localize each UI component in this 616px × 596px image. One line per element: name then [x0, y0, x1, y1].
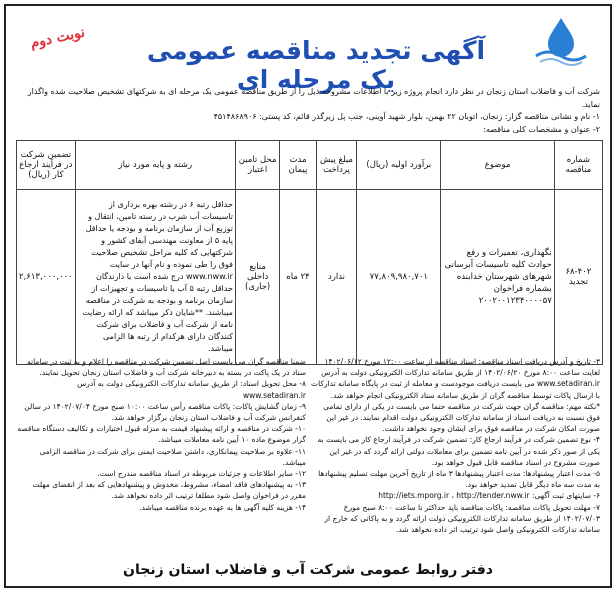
notice-page [4, 4, 612, 588]
note-item: ۵- مدت اعتبار پیشنهادها: مدت اعتبار پیشنهادها ۳ ماه از تاریخ آخرین مهلت تسلیم پیشنهادها به مدت سه ماه دیگر قابل تمدید خواهد بود. [318, 469, 600, 490]
tender-subject: نگهداری، تعمیرات و رفع حوادث کلیه تاسیسات آبرسانی شهرهای شهرستان خدابنده بشماره فراخوان ۲۰۰۲۰۰۱۲۳۴۰۰۰۰۵۷ [441, 190, 554, 365]
note-item: *نکته مهم: مناقصه گران جهت شرکت در مناقصه حتما می بایست در یکی از دارای تمامی فوق نسبت به دریافت اسناد از سامانه تدارکات الکترونیکی دولت اقدام نمایند. در غیر این صورت امکان شرکت در مناقصه فوق برای ایشان وجود نخواهد داشت. [323, 401, 600, 434]
notes-left-column [16, 356, 306, 513]
col-header: برآورد اولیه (ریال) [357, 141, 441, 190]
note-item: ضمنا مناقصه گران می بایست اصل تضمین شرکت در مناقصه را اعلام و به ثبت در سامانه ستاد در یک پاکت در بسته به دبیرخانه شرکت آب و فاضلاب استان زنجان تحویل نمایند. [27, 357, 306, 378]
tender-estimate: ۷۷,۸۰۹,۹۸۰,۷۰۱ [357, 190, 441, 365]
notes-right-column [310, 356, 600, 535]
col-header: موضوع [441, 141, 554, 190]
note-item: ۱۲- سایر اطلاعات و جزئیات مربوطه در اسناد مناقصه مندرج است. [97, 469, 306, 479]
note-item: ۱۱- علاوه بر صلاحیت پیمانکاری، داشتن صلاحیت ایمنی برای شرکت در مناقصه الزامی میباشد. [39, 446, 306, 467]
tender-duration: ۲۴ ماه [280, 190, 316, 365]
tender-guarantee: ۲,۶۱۳,۰۰۰,۰۰۰ [17, 190, 76, 365]
tender-number: ۶۸-۴۰۲ تجدید [554, 190, 602, 365]
table-header-row [17, 141, 603, 190]
note-item: ۱۳- به پیشنهادهای فاقد امضاء، مشروط، مخدوش و پیشنهادهایی که بعد از انقضای مهلت مقرر در فراخوان واصل شود مطلقا ترتیب اثر داده نخواهد شد. [32, 480, 306, 501]
col-header: رشته و پایه مورد نیاز [75, 141, 235, 190]
footer-signature: دفتر روابط عمومی شرکت آب و فاضلاب استان زنجان [123, 562, 493, 578]
col-header: مدت پیمان [280, 141, 316, 190]
col-header: محل تامین اعتبار [235, 141, 279, 190]
note-item: ۴- نوع تضمین شرکت در فرآیند ارجاع کار: تضمین شرکت در فرآیند ارجاع کار می بایست به یکی از صور ذکر شده در آیین نامه تضمین برای معاملات دولتی ارائه گردد که در غیر این صورت مشروح در اسناد مناقصه قابل قبول خواهد بود. [317, 435, 600, 467]
col-header: مبلغ پیش پرداخت [316, 141, 357, 190]
page-title: آگهی تجدید مناقصه عمومی یک مرحله ای [146, 36, 486, 94]
tender-funding: منابع داخلی (جاری) [235, 190, 279, 365]
col-header: تضمین شرکت در فرآیند ارجاع کار (ریال) [17, 141, 76, 190]
intro-line: ۱- نام و نشانی مناقصه گزار: زنجان، اتوبان ۲۲ بهمن، بلوار شهید آوینی، جنب پل زیرگذر قائم، کد پستی: ۴۵۱۴۸۶۸۹۰۶ [213, 112, 600, 121]
tender-qualification: حداقل رتبه ۶ در رشته بهره برداری از تاسیسات آب شرب در رسته تامین، انتقال و توزیع آب از سازمان برنامه و بودجه یا حداقل پایه ۵ از معاونت مهندسی آبفای کشور و شرکتهایی که کلیه مراحل تشخیص صلاحیت فوق را طی نموده و نام آنها در سایت www.nww.ir درج شده است یا دارندگان حداقل رتبه ۵ آب یا تاسیسات و تجهیزات از سازمان برنامه و بودجه به شرکت در مناقصه میباشند. **شایان ذکر میباشد که ارائه رضایت نامه از شرکت آب و فاضلاب برای شرکت کنندگان دارای هرکدام از رتبه ها الزامی میباشد. [75, 190, 235, 365]
intro-text [15, 86, 600, 136]
round-label: نوبت دوم [28, 24, 87, 52]
note-item: ۸- محل تحویل اسناد: از طریق سامانه تدارکات الکترونیکی دولت به آدرس www.setadiran.ir [77, 379, 306, 400]
note-item: ۳- تاریخ و آدرس دریافت اسناد مناقصه: اسناد مناقصه از ساعت ۱۲:۰۰ مورخ ۱۴۰۲/۰۶/۱۲ لغایت ساعت ۸:۰۰ مورخ ۱۴۰۲/۰۶/۲۰ از طریق سامانه تدارکات الکترونیکی دولت به آدرس www.setadiran.ir می بایست دریافت موجودست و معامله از ثبت در پایگاه سامانه تدارکات با ارسال پاکات توسط مناقصه گران از طریق سامانه ستاد الکترونیکی انجام خواهد شد. [311, 357, 600, 400]
note-item: ۶- سایتهای ثبت آگهی: http://iets.mporg.ir ، http://tender.nww.ir [378, 491, 600, 501]
tender-table [16, 140, 603, 365]
col-header: شماره مناقصه [554, 141, 602, 190]
note-item: ۱۰- شرکت در مناقصه و ارائه پیشنهاد قیمت به منزله قبول اختیارات و تکالیف دستگاه مناقصه گزار موضوع ماده ۱۰ آیین نامه معاملات میباشد. [17, 424, 306, 445]
intro-line: شرکت آب و فاضلاب استان زنجان در نظر دارد انجام پروژه زیر با اطلاعات مشروحه ذیل را از طریق مناقصه عمومی یک مرحله ای به شرکتهای تشخیص صلاحیت شده واگذار نماید. [27, 87, 600, 109]
water-company-logo-icon [526, 14, 596, 66]
tender-prepayment: ندارد [316, 190, 357, 365]
table-row [17, 190, 603, 365]
note-item: ۷- مهلت تحویل پاکات مناقصه: پاکات مناقصه باید حداکثر تا ساعت ۸:۰۰ صبح مورخ ۱۴۰۲/۰۷/۰۳ از طریق سامانه تدارکات الکترونیکی دولت ارائه گردد و به پاکاتی که خارج از سامانه تدارکات الکترونیکی واصل شود ترتیب اثر داده نخواهد شد. [324, 502, 600, 535]
note-item: ۱۴- هزینه کلیه آگهی ها به عهده برنده مناقصه میباشد. [139, 502, 306, 512]
intro-line: ۲- عنوان و مشخصات کلی مناقصه: [483, 124, 600, 134]
note-item: ۹- زمان گشایش پاکات: پاکات مناقصه رأس ساعت ۱۰:۰۰ صبح مورخ ۱۴۰۲/۰۷/۰۴ در سالن کنفرانس شرکت آب و فاضلاب استان زنجان برگزار خواهد شد. [24, 401, 306, 423]
